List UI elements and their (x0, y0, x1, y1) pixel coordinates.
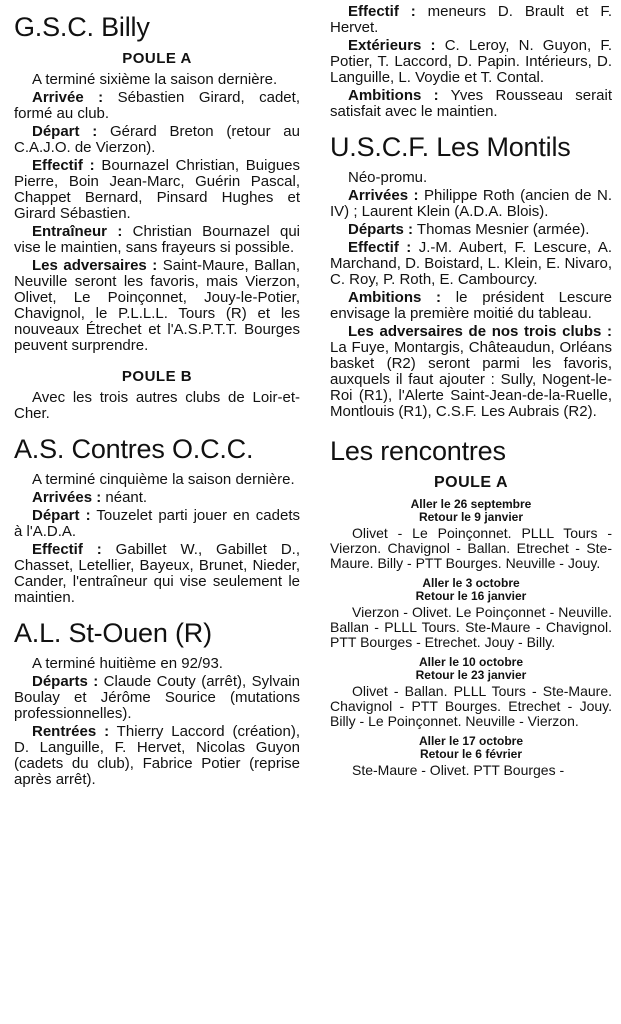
rencontres-poule-a-heading: POULE A (433, 474, 509, 491)
billy-depart (14, 124, 300, 156)
entraineur-text: Christian Bournazel qui vise le maintien, sans frayeurs si possible. (14, 223, 300, 256)
montils-departs (330, 222, 612, 238)
club-title-as-contres: A.S. Contres O.C.C. (14, 434, 254, 464)
exterieurs-text: C. Leroy, N. Guyon, F. Potier, T. Laccord, D. Papin. Intérieurs, D. Languille, L. Voydie et T. Contal. (330, 37, 612, 86)
st-ouen-rentrees (14, 724, 300, 788)
left-column (14, 0, 300, 790)
montils-adversaires (330, 324, 612, 420)
depart-text: Touzelet parti jouer en cadets à l'A.D.A. (14, 507, 300, 540)
st-ouen-ambitions (330, 88, 612, 120)
round-aller-date: Aller le 17 octobre (418, 734, 524, 748)
departs-text: Thomas Mesnier (armée). (413, 221, 590, 238)
adversaires-text: Saint-Maure, Ballan, Neuville seront les favoris, mais Vierzon, Olivet, Le Poinçonnet, Jouy-le-Potier, Chavignol, le P.L.L.L. Tours (R) et les nouveaux Étrechet et l'A.S.P.T.T. Bourges peuvent surprendre. (14, 257, 300, 354)
departs-label: Départs : (348, 221, 414, 238)
round-games: Olivet - Le Poinçonnet. PLLL Tours - Vierzon. Chavignol - Ballan. Etrechet - Ste-Maure. Billy - PTT Bourges. Neuville - Jouy. (330, 525, 612, 571)
club-title-gsc-billy: G.S.C. Billy (14, 12, 150, 42)
round-1 (330, 498, 612, 571)
effectif-label: Effectif : (348, 3, 416, 20)
arrivees-label: Arrivées : (32, 489, 102, 506)
departs-text: Claude Couty (arrêt), Sylvain Boulay et Jérôme Sourice (mutations professionnelles). (14, 673, 300, 722)
contres-intro: A terminé cinquième la saison dernière. (32, 471, 295, 488)
adversaires-text: La Fuye, Montargis, Châteaudun, Orléans basket (R2) seront parmi les favoris, auxquels il faut ajouter : Sully, Nogent-le-Roi (R1), l'Alerte Saint-Jean-de-la-Ruelle, Montlouis (R1), C.S.F. Les Aubrais (R2). (330, 339, 612, 420)
round-aller-date: Aller le 10 octobre (418, 655, 524, 669)
round-aller-date: Aller le 3 octobre (422, 576, 520, 590)
club-title-uscf-montils: U.S.C.F. Les Montils (330, 132, 571, 162)
round-2 (330, 577, 612, 650)
rencontres-title: Les rencontres (330, 436, 506, 466)
rentrees-label: Rentrées : (32, 723, 110, 740)
st-ouen-effectif (330, 4, 612, 36)
effectif-label: Effectif : (348, 239, 412, 256)
adversaires-label: Les adversaires : (32, 257, 158, 274)
round-aller-date: Aller le 26 septembre (410, 497, 532, 511)
poule-b-heading: POULE B (121, 368, 193, 385)
montils-effectif (330, 240, 612, 288)
effectif-label: Effectif : (32, 541, 102, 558)
poule-a-heading: POULE A (122, 50, 192, 67)
adversaires-label: Les adversaires de nos trois clubs : (348, 323, 612, 340)
arrivees-text: néant. (101, 489, 148, 506)
round-4 (330, 735, 612, 778)
exterieurs-label: Extérieurs : (348, 37, 436, 54)
round-retour-date: Retour le 23 janvier (415, 668, 527, 682)
effectif-text: Gabillet W., Gabillet D., Chasset, Letellier, Bayeux, Brunet, Nieder, Cander, l'entraîneur qui vise seulement le maintien. (14, 541, 300, 606)
round-games: Olivet - Ballan. PLLL Tours - Ste-Maure. Chavignol - PTT Bourges. Etrechet - Jouy. Billy - Le Poinçonnet. Neuville - Vierzon. (330, 683, 612, 729)
ambitions-text: le président Lescure envisage la première moitié du tableau. (330, 289, 612, 322)
round-3 (330, 656, 612, 729)
rentrees-text: Thierry Laccord (création), D. Languille, F. Hervet, Nicolas Guyon (cadets du club), Fabrice Potier (reprise après arrêt). (14, 723, 300, 788)
departs-label: Départs : (32, 673, 99, 690)
arrivee-text: Sébastien Girard, cadet, formé au club. (14, 89, 300, 122)
billy-effectif (14, 158, 300, 222)
st-ouen-exterieurs (330, 38, 612, 86)
ambitions-label: Ambitions : (348, 87, 439, 104)
effectif-label: Effectif : (32, 157, 95, 174)
arrivees-text: Philippe Roth (ancien de N. IV) ; Laurent Klein (A.D.A. Blois). (330, 187, 612, 220)
depart-label: Départ : (32, 507, 91, 524)
effectif-text: meneurs D. Brault et F. Hervet. (330, 3, 613, 36)
round-games: Ste-Maure - Olivet. PTT Bourges - (352, 762, 565, 778)
club-title-al-st-ouen: A.L. St-Ouen (R) (14, 618, 212, 648)
contres-effectif (14, 542, 300, 606)
effectif-text: Bournazel Christian, Buigues Pierre, Boin Jean-Marc, Guérin Pascal, Chappet Bernard, Pinsard Hughes et Girard Sébastien. (14, 157, 301, 222)
billy-intro: A terminé sixième la saison dernière. (32, 71, 278, 88)
montils-arrivees (330, 188, 612, 220)
round-retour-date: Retour le 9 janvier (418, 510, 524, 524)
ambitions-label: Ambitions : (348, 289, 442, 306)
arrivee-label: Arrivée : (32, 89, 104, 106)
arrivees-label: Arrivées : (348, 187, 419, 204)
montils-ambitions (330, 290, 612, 322)
round-retour-date: Retour le 16 janvier (415, 589, 527, 603)
poule-b-text: Avec les trois autres clubs de Loir-et-Cher. (14, 389, 300, 422)
billy-adversaires (14, 258, 300, 354)
st-ouen-intro: A terminé huitième en 92/93. (32, 655, 223, 672)
round-retour-date: Retour le 6 février (419, 747, 523, 761)
depart-label: Départ : (32, 123, 98, 140)
ambitions-text: Yves Rousseau serait satisfait avec le maintien. (330, 87, 612, 120)
contres-depart (14, 508, 300, 540)
right-column (330, 0, 612, 778)
contres-arrivees (14, 490, 300, 506)
st-ouen-departs (14, 674, 300, 722)
billy-arrivee (14, 90, 300, 122)
round-games: Vierzon - Olivet. Le Poinçonnet - Neuville. Ballan - PLLL Tours. Ste-Maure - Chavignol. PTT Bourges - Etrechet. Jouy - Billy. (330, 604, 612, 650)
entraineur-label: Entraîneur : (32, 223, 123, 240)
effectif-text: J.-M. Aubert, F. Lescure, A. Marchand, D. Boistard, L. Klein, E. Nivaro, C. Roy, P. Roth, E. Cambourcy. (330, 239, 612, 288)
billy-entraineur (14, 224, 300, 256)
depart-text: Gérard Breton (retour au C.A.J.O. de Vierzon). (14, 123, 300, 156)
montils-intro: Néo-promu. (348, 169, 428, 186)
